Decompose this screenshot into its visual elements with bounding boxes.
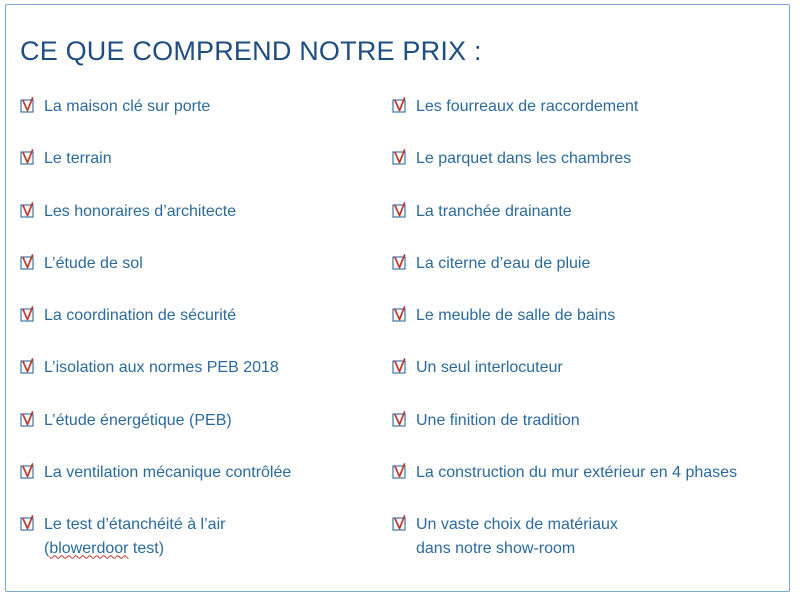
list-item (20, 513, 291, 565)
list-item-label: L’étude de sol (44, 254, 143, 272)
list-item (392, 409, 737, 461)
list-item (392, 95, 737, 147)
list-item (20, 200, 291, 252)
list-item-label: Un vaste choix de matériaux (416, 516, 618, 534)
list-item-label: L’étude énergétique (PEB) (44, 411, 232, 429)
checkbox-v-icon (20, 411, 37, 428)
list-item-label: Les fourreaux de raccordement (416, 98, 639, 115)
list-item-label: Le terrain (44, 150, 112, 168)
list-item-label: Un seul interlocuteur (416, 359, 563, 377)
list-item-label: Une finition de tradition (416, 411, 580, 429)
list-item (392, 513, 737, 565)
checkbox-v-icon (392, 306, 409, 323)
checkbox-v-icon (20, 97, 37, 114)
list-item (392, 304, 737, 356)
list-item-label-continued: (blowerdoor test) (44, 540, 165, 558)
list-item (20, 304, 291, 356)
list-item-label: La ventilation mécanique contrôlée (44, 464, 292, 482)
checkbox-v-icon (392, 202, 409, 219)
checkbox-v-icon (392, 149, 409, 166)
checkbox-v-icon (392, 515, 409, 532)
checkbox-v-icon (392, 358, 409, 375)
checkbox-v-icon (20, 515, 37, 532)
list-item (392, 461, 737, 513)
list-item-label: La construction du mur extérieur en 4 phases (416, 464, 738, 482)
list-item-label: Les honoraires d’architecte (44, 202, 237, 220)
list-item-label: La tranchée drainante (416, 202, 572, 220)
list-item-label: La citerne d’eau de pluie (416, 254, 591, 272)
list-item (392, 252, 737, 304)
list-item (392, 147, 737, 199)
list-item (20, 252, 291, 304)
list-item-label: Le meuble de salle de bains (416, 307, 616, 325)
list-item (20, 409, 291, 461)
right-column (392, 95, 737, 566)
list-item-label-continued: dans notre show-room (416, 540, 576, 558)
checkbox-v-icon (392, 97, 409, 114)
list-item-label: La maison clé sur porte (44, 98, 211, 115)
list-item (20, 461, 291, 513)
list-item-label: La coordination de sécurité (44, 307, 237, 325)
checkbox-v-icon (20, 358, 37, 375)
list-item-label: L’isolation aux normes PEB 2018 (44, 359, 279, 377)
checkbox-v-icon (20, 463, 37, 480)
checkbox-v-icon (20, 306, 37, 323)
list-item-label: Le parquet dans les chambres (416, 150, 632, 168)
page-title: CE QUE COMPREND NOTRE PRIX : (20, 36, 482, 66)
list-item (20, 147, 291, 199)
checkbox-v-icon (392, 254, 409, 271)
checkbox-v-icon (20, 254, 37, 271)
list-item-label: Le test d’étanchéité à l’air (44, 516, 226, 534)
checkbox-v-icon (20, 202, 37, 219)
checkbox-v-icon (20, 149, 37, 166)
list-item (392, 356, 737, 408)
checkbox-v-icon (392, 463, 409, 480)
checkbox-v-icon (392, 411, 409, 428)
list-item (20, 356, 291, 408)
list-item (392, 200, 737, 252)
left-column (20, 95, 291, 566)
list-item (20, 95, 291, 147)
